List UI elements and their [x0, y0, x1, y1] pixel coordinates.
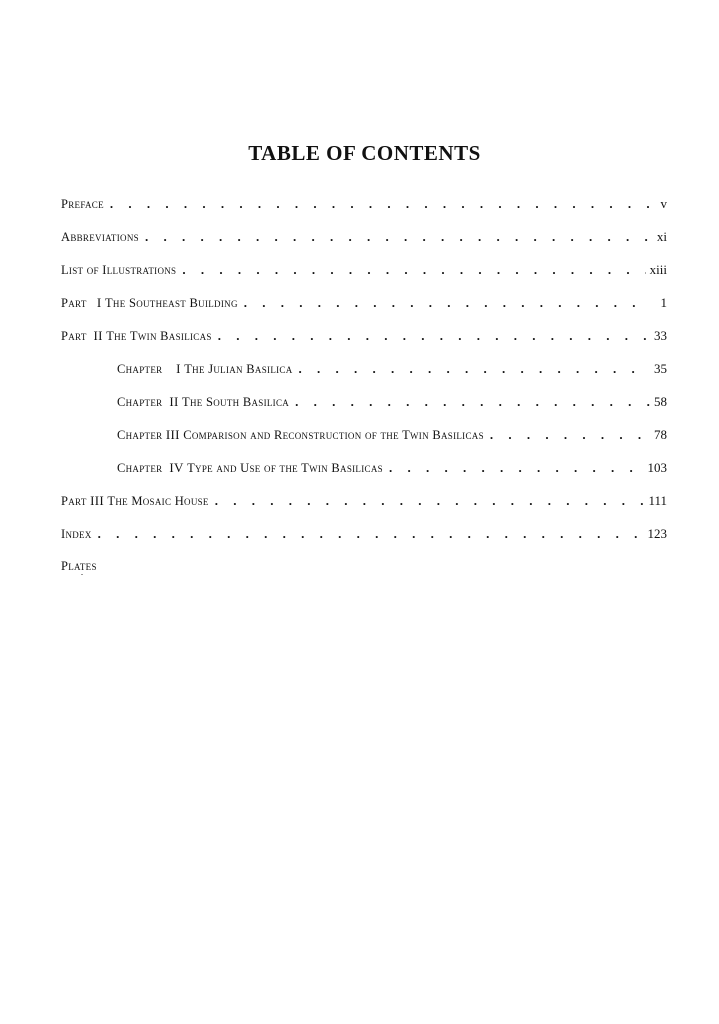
- toc-entry-label: Index: [61, 527, 92, 541]
- toc-page-number: 111: [648, 493, 667, 508]
- toc-entry-list-of-illustrations: [61, 262, 667, 280]
- toc-number: I: [96, 295, 102, 310]
- toc-entry-label: Preface: [61, 197, 104, 211]
- toc-title: The Julian Basilica: [184, 362, 293, 376]
- toc-entry-label: [117, 361, 293, 377]
- toc-prefix: Chapter: [117, 362, 163, 376]
- toc-entry-label: [117, 460, 383, 476]
- toc-entry-label: List of Illustrations: [61, 263, 177, 277]
- toc-title: Comparison and Reconstruction of the Twin Basilicas: [183, 428, 484, 442]
- toc-number: IV: [169, 460, 184, 475]
- toc-number: III: [90, 493, 104, 508]
- toc-title: The Mosaic House: [107, 494, 209, 508]
- toc-entry-chapter-3: [117, 427, 667, 445]
- toc-entry-label: Plates: [61, 559, 97, 573]
- toc-entry-label: [61, 493, 209, 509]
- toc-entry-chapter-1: [117, 361, 667, 379]
- toc-page-number: v: [660, 196, 667, 211]
- toc-title: The Twin Basilicas: [106, 329, 212, 343]
- toc-entry-plates: [61, 559, 97, 577]
- toc-entry-label: [61, 328, 212, 344]
- toc-title: The South Basilica: [182, 395, 290, 409]
- dot-leader: [389, 461, 644, 474]
- toc-title: Type and Use of the Twin Basilicas: [187, 461, 383, 475]
- toc-page-number: xiii: [649, 262, 667, 277]
- toc-entry-chapter-2: [117, 394, 667, 412]
- toc-entry-label: Abbreviations: [61, 230, 139, 244]
- toc-page-number: 78: [654, 427, 667, 442]
- toc-entry-chapter-4: [117, 460, 667, 478]
- dot-leader: [145, 230, 651, 243]
- toc-prefix: Chapter: [117, 461, 163, 475]
- toc-entry-label: [61, 295, 238, 311]
- dot-leader: [182, 263, 645, 276]
- dot-leader: [299, 362, 650, 375]
- toc-prefix: Chapter: [117, 428, 163, 442]
- toc-entry-part-2: [61, 328, 667, 346]
- toc-page-number: 58: [654, 394, 667, 409]
- toc-entry-abbreviations: [61, 229, 667, 247]
- toc-page-number: 33: [654, 328, 667, 343]
- toc-prefix: Part: [61, 329, 87, 343]
- toc-number: II: [169, 394, 179, 409]
- toc-entry-index: [61, 526, 667, 544]
- dot-leader: [98, 527, 644, 540]
- dot-leader: [110, 197, 651, 210]
- toc-entry-label: [117, 394, 289, 410]
- toc-prefix: Part: [61, 494, 87, 508]
- dot-leader: [244, 296, 651, 309]
- toc-page-number: 1: [660, 295, 667, 310]
- toc-entry-preface: [61, 196, 667, 214]
- toc-page-number: 103: [647, 460, 667, 475]
- toc-page-number: 35: [654, 361, 667, 376]
- scan-speck: [81, 574, 83, 575]
- toc-entry-part-1: [61, 295, 667, 313]
- dot-leader: [215, 494, 645, 507]
- toc-title: The Southeast Building: [104, 296, 238, 310]
- toc-page-number: 123: [647, 526, 667, 541]
- toc-prefix: Chapter: [117, 395, 163, 409]
- dot-leader: [295, 395, 650, 408]
- toc-number: II: [93, 328, 103, 343]
- dot-leader: [218, 329, 650, 342]
- toc-entry-part-3: [61, 493, 667, 511]
- toc-number: III: [165, 427, 180, 442]
- toc-number: I: [176, 361, 181, 376]
- toc-page-number: xi: [656, 229, 667, 244]
- dot-leader: [490, 428, 650, 441]
- toc-entry-label: [117, 427, 484, 443]
- toc-prefix: Part: [61, 296, 87, 310]
- page-title: TABLE OF CONTENTS: [248, 141, 481, 165]
